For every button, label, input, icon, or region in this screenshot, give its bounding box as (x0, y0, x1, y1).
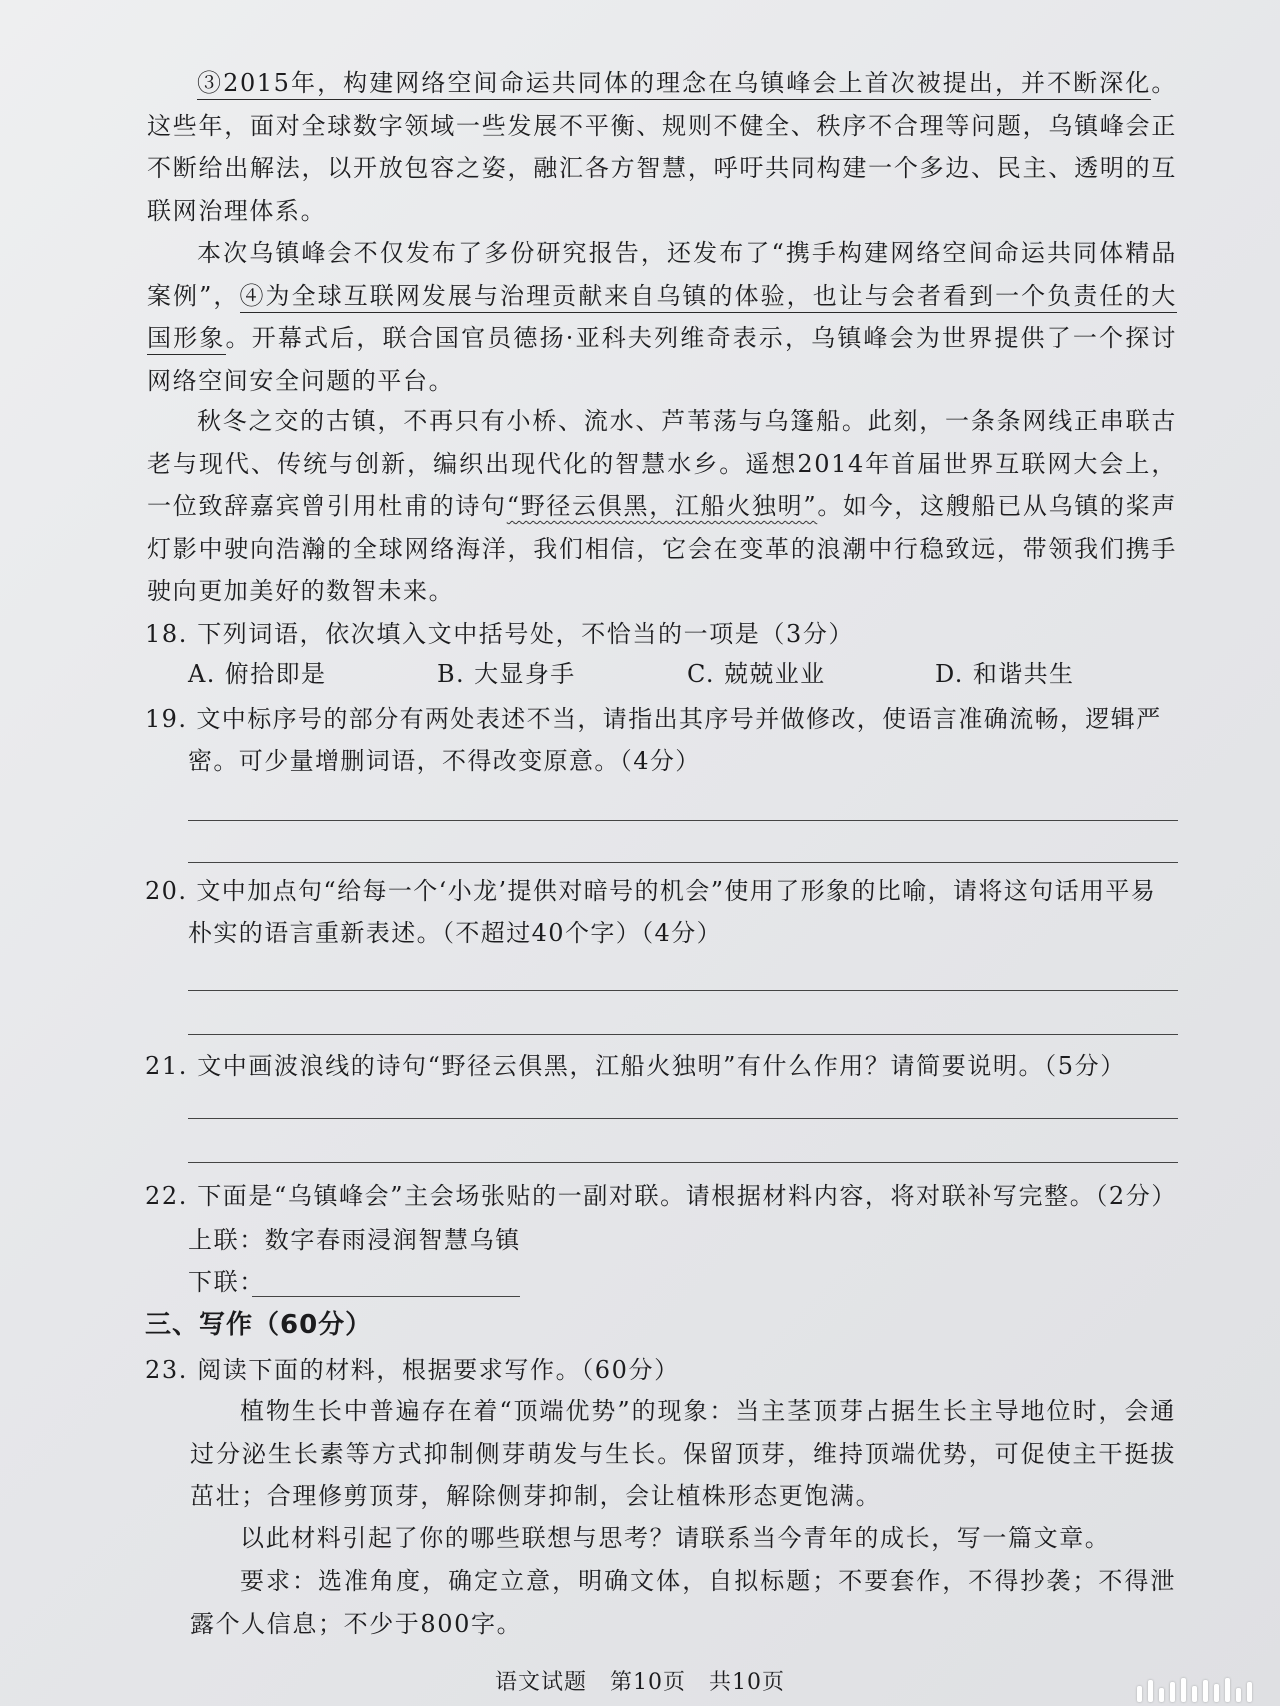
writing-requirements: 要求：选准角度，确定立意，明确文体，自拟标题；不要套作，不得抄袭；不得泄露个人信息；不少于800字。 (190, 1567, 1176, 1638)
section-heading-writing: 三、写作（60分） (145, 1310, 373, 1340)
numbered-sentence-4: ④为全球互联网发展与治理贡献来自乌镇的体验，也让与会者看到一个负责任的大国形象 (147, 282, 1177, 356)
passage-paragraph-3: ③2015年，构建网络空间命运共同体的理念在乌镇峰会上首次被提出，并不断深化。这些年，面对全球数字领域一些发展不平衡、规则不健全、秩序不合理等问题，乌镇峰会正不断给出解法，以开放包容之姿，融汇各方智慧，呼吁共同构建一个多边、民主、透明的互联网治理体系。 (147, 69, 1177, 225)
answer-line-21-2[interactable] (188, 1162, 1178, 1163)
question-22: 22. 下面是“乌镇峰会”主会场张贴的一副对联。请根据材料内容，将对联补写完整。（2分） (145, 1182, 1178, 1210)
watermark-logo (1137, 1678, 1252, 1702)
couplet-lower-blank[interactable] (252, 1296, 520, 1297)
question-18: 18. 下列词语，依次填入文中括号处，不恰当的一项是（3分） (145, 620, 855, 648)
option-d: D. 和谐共生 (935, 660, 1075, 688)
couplet-upper: 上联：数字春雨浸润智慧乌镇 (188, 1226, 521, 1254)
writing-prompt: 以此材料引起了你的哪些联想与思考？请联系当今青年的成长，写一篇文章。 (240, 1524, 1111, 1552)
wavy-poem-line: “野径云俱黑，江船火独明” (506, 492, 818, 520)
answer-line-20-1[interactable] (188, 990, 1178, 991)
question-20: 20. 文中加点句“给每一个‘小龙’提供对暗号的机会”使用了形象的比喻，请将这句话用平易朴实的语言重新表述。（不超过40个字）（4分） (145, 877, 1157, 947)
option-a: A. 俯拾即是 (188, 660, 327, 688)
answer-line-19-2[interactable] (188, 862, 1178, 863)
answer-line-21-1[interactable] (188, 1118, 1178, 1119)
couplet-lower-label: 下联： (188, 1268, 265, 1296)
option-c: C. 兢兢业业 (687, 660, 826, 688)
page-footer: 语文试题 第10页 共10页 (495, 1670, 785, 1695)
option-b: B. 大显身手 (437, 660, 576, 688)
numbered-sentence-3: ③2015年，构建网络空间命运共同体的理念在乌镇峰会上首次被提出，并不断深化 (197, 69, 1151, 100)
question-23: 23. 阅读下面的材料，根据要求写作。（60分） (145, 1356, 680, 1384)
writing-material: 植物生长中普遍存在着“顶端优势”的现象：当主茎顶芽占据生长主导地位时，会通过分泌生长素等方式抑制侧芽萌发与生长。保留顶芽，维持顶端优势，可促使主干挺拔茁壮；合理修剪顶芽，解除侧芽抑制，会让植株形态更饱满。 (190, 1397, 1176, 1510)
question-21: 21. 文中画波浪线的诗句“野径云俱黑，江船火独明”有什么作用？请简要说明。（5分） (145, 1052, 1126, 1080)
passage-paragraph-town: 秋冬之交的古镇，不再只有小桥、流水、芦苇荡与乌篷船。此刻，一条条网线正串联古老与现代、传统与创新，编织出现代化的智慧水乡。遥想2014年首届世界互联网大会上，一位致辞嘉宾曾引用杜甫的诗句“野径云俱黑，江船火独明”。如今，这艘船已从乌镇的桨声灯影中驶向浩瀚的全球网络海洋，我们相信，它会在变革的浪潮中行稳致远，带领我们携手驶向更加美好的数智未来。 (147, 407, 1177, 605)
passage-paragraph-summit: 本次乌镇峰会不仅发布了多份研究报告，还发布了“携手构建网络空间命运共同体精品案例”，④为全球互联网发展与治理贡献来自乌镇的体验，也让与会者看到一个负责任的大国形象。开幕式后，联合国官员德扬·亚科夫列维奇表示，乌镇峰会为世界提供了一个探讨网络空间安全问题的平台。 (147, 239, 1177, 395)
question-19: 19. 文中标序号的部分有两处表述不当，请指出其序号并做修改，使语言准确流畅，逻辑严密。可少量增删词语，不得改变原意。（4分） (145, 705, 1162, 775)
answer-line-19-1[interactable] (188, 820, 1178, 821)
answer-line-20-2[interactable] (188, 1034, 1178, 1035)
